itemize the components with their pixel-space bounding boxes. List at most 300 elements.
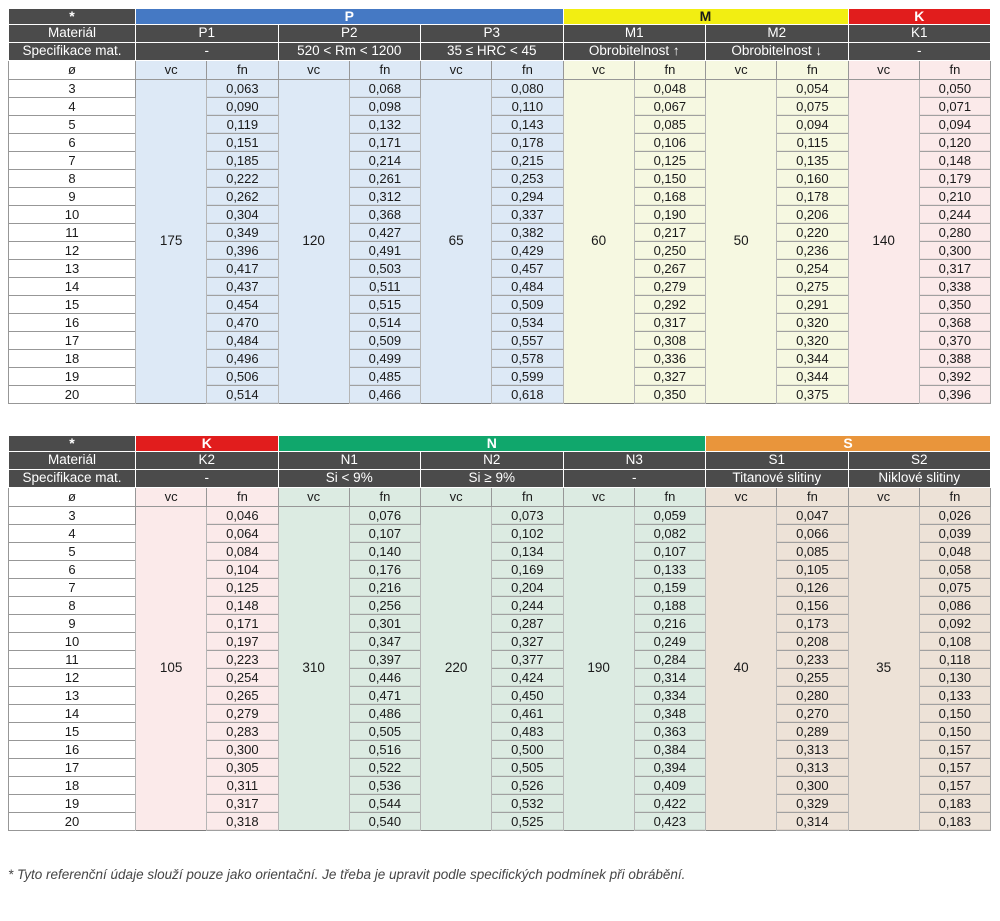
fn-value-K2: 0,300 [207,741,278,759]
fn-value-N3: 0,422 [634,795,705,813]
fn-value-N3: 0,107 [634,543,705,561]
column-header-row [9,488,991,507]
fn-value-S1: 0,313 [777,741,848,759]
diameter-value: 8 [9,597,136,615]
fn-value-M1: 0,067 [634,98,705,116]
fn-value-N3: 0,159 [634,579,705,597]
fn-value-M2: 0,094 [777,116,848,134]
fn-value-N3: 0,082 [634,525,705,543]
fn-value-N3: 0,334 [634,687,705,705]
fn-value-N1: 0,522 [349,759,420,777]
vc-column-header-S2: vc [848,488,919,507]
spec-P1: - [136,43,279,61]
fn-value-N3: 0,216 [634,615,705,633]
fn-value-K2: 0,064 [207,525,278,543]
fn-value-S2: 0,108 [919,633,990,651]
fn-value-S1: 0,173 [777,615,848,633]
fn-value-P1: 0,506 [207,368,278,386]
fn-column-header-N3: fn [634,488,705,507]
iso-group-header-M: M [563,9,848,25]
material-header-N3: N3 [563,452,706,470]
diameter-value: 18 [9,350,136,368]
spec-M1: Obrobitelnost ↑ [563,43,706,61]
fn-value-S2: 0,157 [919,759,990,777]
fn-value-S2: 0,130 [919,669,990,687]
vc-value-P1: 175 [136,80,207,404]
fn-column-header-P3: fn [492,61,563,80]
fn-value-N1: 0,347 [349,633,420,651]
fn-value-N1: 0,397 [349,651,420,669]
fn-value-M1: 0,327 [634,368,705,386]
iso-group-header-N: N [278,436,706,452]
vc-column-header-P1: vc [136,61,207,80]
vc-value-M1: 60 [563,80,634,404]
fn-value-N3: 0,249 [634,633,705,651]
fn-value-P1: 0,262 [207,188,278,206]
fn-value-K2: 0,171 [207,615,278,633]
diameter-value: 11 [9,224,136,242]
fn-column-header-K1: fn [919,61,990,80]
fn-value-S2: 0,026 [919,507,990,525]
fn-value-K1: 0,370 [919,332,990,350]
fn-value-N2: 0,287 [492,615,563,633]
vc-column-header-S1: vc [706,488,777,507]
fn-value-M1: 0,150 [634,170,705,188]
diameter-value: 20 [9,813,136,831]
fn-value-P2: 0,491 [349,242,420,260]
fn-value-P3: 0,618 [492,386,563,404]
group-band-row [9,9,991,25]
fn-value-N2: 0,483 [492,723,563,741]
fn-value-P2: 0,214 [349,152,420,170]
fn-value-P3: 0,429 [492,242,563,260]
fn-value-M2: 0,160 [777,170,848,188]
diameter-value: 19 [9,795,136,813]
fn-value-K2: 0,318 [207,813,278,831]
fn-value-N2: 0,525 [492,813,563,831]
fn-value-M2: 0,206 [777,206,848,224]
fn-value-P3: 0,110 [492,98,563,116]
fn-value-S2: 0,183 [919,795,990,813]
diameter-value: 3 [9,507,136,525]
fn-value-N2: 0,461 [492,705,563,723]
fn-column-header-N2: fn [492,488,563,507]
vc-column-header-P2: vc [278,61,349,80]
diameter-value: 9 [9,188,136,206]
fn-value-P2: 0,427 [349,224,420,242]
diameter-value: 14 [9,705,136,723]
fn-value-P3: 0,557 [492,332,563,350]
spec-N3: - [563,470,706,488]
diameter-value: 10 [9,206,136,224]
material-header-N2: N2 [421,452,564,470]
fn-value-K1: 0,210 [919,188,990,206]
fn-value-M1: 0,250 [634,242,705,260]
fn-value-P3: 0,253 [492,170,563,188]
fn-value-P3: 0,080 [492,80,563,98]
fn-value-S1: 0,255 [777,669,848,687]
diameter-value: 4 [9,98,136,116]
fn-value-M1: 0,292 [634,296,705,314]
fn-value-P2: 0,171 [349,134,420,152]
fn-value-K1: 0,317 [919,260,990,278]
fn-value-S2: 0,092 [919,615,990,633]
diameter-value: 18 [9,777,136,795]
diameter-value: 6 [9,134,136,152]
fn-value-K2: 0,125 [207,579,278,597]
spec-M2: Obrobitelnost ↓ [706,43,849,61]
fn-value-N2: 0,169 [492,561,563,579]
fn-value-K2: 0,265 [207,687,278,705]
spec-row-label: Specifikace mat. [9,470,136,488]
fn-value-N2: 0,244 [492,597,563,615]
fn-value-P2: 0,261 [349,170,420,188]
fn-value-P2: 0,503 [349,260,420,278]
fn-value-N2: 0,073 [492,507,563,525]
fn-value-N3: 0,423 [634,813,705,831]
vc-value-S1: 40 [706,507,777,831]
fn-value-M2: 0,236 [777,242,848,260]
fn-value-N1: 0,140 [349,543,420,561]
fn-value-P1: 0,063 [207,80,278,98]
material-header-M1: M1 [563,25,706,43]
fn-value-M1: 0,279 [634,278,705,296]
iso-group-header-S: S [706,436,991,452]
fn-value-M1: 0,125 [634,152,705,170]
fn-value-S1: 0,105 [777,561,848,579]
fn-value-K2: 0,254 [207,669,278,687]
fn-value-M1: 0,106 [634,134,705,152]
fn-value-P3: 0,599 [492,368,563,386]
fn-value-S2: 0,157 [919,741,990,759]
vc-column-header-M1: vc [563,61,634,80]
fn-value-K1: 0,179 [919,170,990,188]
diameter-value: 5 [9,116,136,134]
fn-column-header-S1: fn [777,488,848,507]
fn-value-N2: 0,204 [492,579,563,597]
fn-value-M2: 0,135 [777,152,848,170]
vc-value-K2: 105 [136,507,207,831]
fn-value-N3: 0,394 [634,759,705,777]
fn-column-header-P2: fn [349,61,420,80]
fn-value-N1: 0,446 [349,669,420,687]
diameter-value: 9 [9,615,136,633]
fn-value-P2: 0,514 [349,314,420,332]
fn-value-P3: 0,578 [492,350,563,368]
fn-value-M2: 0,344 [777,350,848,368]
fn-value-P2: 0,312 [349,188,420,206]
spec-N1: Si < 9% [278,470,421,488]
fn-value-K2: 0,305 [207,759,278,777]
fn-value-P3: 0,178 [492,134,563,152]
material-header-P2: P2 [278,25,421,43]
fn-value-N3: 0,284 [634,651,705,669]
fn-value-N3: 0,314 [634,669,705,687]
fn-value-K2: 0,311 [207,777,278,795]
vc-value-P2: 120 [278,80,349,404]
fn-value-P3: 0,457 [492,260,563,278]
fn-value-K1: 0,094 [919,116,990,134]
fn-value-N2: 0,424 [492,669,563,687]
fn-column-header-M2: fn [777,61,848,80]
vc-value-K1: 140 [848,80,919,404]
material-row-label: Materiál [9,25,136,43]
diameter-value: 6 [9,561,136,579]
fn-value-N3: 0,348 [634,705,705,723]
vc-column-header-P3: vc [421,61,492,80]
fn-value-N3: 0,188 [634,597,705,615]
vc-value-N1: 310 [278,507,349,831]
material-header-K2: K2 [136,452,279,470]
fn-value-P1: 0,470 [207,314,278,332]
fn-value-S2: 0,150 [919,705,990,723]
material-header-S2: S2 [848,452,991,470]
fn-value-K1: 0,392 [919,368,990,386]
fn-value-N2: 0,505 [492,759,563,777]
spec-S1: Titanové slitiny [706,470,849,488]
fn-value-P2: 0,068 [349,80,420,98]
diameter-value: 12 [9,242,136,260]
fn-value-N2: 0,500 [492,741,563,759]
fn-value-M2: 0,320 [777,332,848,350]
fn-value-P2: 0,132 [349,116,420,134]
vc-value-S2: 35 [848,507,919,831]
fn-value-S1: 0,126 [777,579,848,597]
fn-value-S2: 0,039 [919,525,990,543]
star-header-cell: * [9,436,136,452]
fn-value-P2: 0,499 [349,350,420,368]
fn-value-K1: 0,368 [919,314,990,332]
iso-group-header-P: P [136,9,564,25]
column-header-row [9,61,991,80]
diameter-value: 10 [9,633,136,651]
fn-value-P1: 0,484 [207,332,278,350]
fn-value-P1: 0,304 [207,206,278,224]
fn-value-P1: 0,222 [207,170,278,188]
fn-value-K1: 0,396 [919,386,990,404]
spec-K2: - [136,470,279,488]
fn-value-N2: 0,526 [492,777,563,795]
diameter-value: 20 [9,386,136,404]
star-header-cell: * [9,9,136,25]
fn-value-S1: 0,047 [777,507,848,525]
spec-row-label: Specifikace mat. [9,43,136,61]
fn-value-S2: 0,133 [919,687,990,705]
fn-value-M1: 0,217 [634,224,705,242]
group-band-row [9,436,991,452]
fn-value-N1: 0,471 [349,687,420,705]
diameter-value: 15 [9,296,136,314]
fn-value-N1: 0,486 [349,705,420,723]
fn-value-M1: 0,336 [634,350,705,368]
fn-value-M2: 0,375 [777,386,848,404]
fn-value-P3: 0,484 [492,278,563,296]
fn-value-S1: 0,085 [777,543,848,561]
iso-group-header-K: K [848,9,991,25]
fn-value-P1: 0,437 [207,278,278,296]
fn-value-P3: 0,143 [492,116,563,134]
fn-value-K2: 0,104 [207,561,278,579]
fn-value-P3: 0,382 [492,224,563,242]
vc-column-header-N1: vc [278,488,349,507]
fn-value-M2: 0,054 [777,80,848,98]
fn-value-M1: 0,317 [634,314,705,332]
diameter-value: 14 [9,278,136,296]
fn-value-P3: 0,337 [492,206,563,224]
vc-column-header-N2: vc [421,488,492,507]
fn-value-P1: 0,417 [207,260,278,278]
material-row [9,25,991,43]
material-header-M2: M2 [706,25,849,43]
fn-value-K1: 0,300 [919,242,990,260]
material-header-P3: P3 [421,25,564,43]
fn-value-M2: 0,115 [777,134,848,152]
diameter-value: 8 [9,170,136,188]
fn-value-N1: 0,516 [349,741,420,759]
fn-value-P1: 0,349 [207,224,278,242]
fn-value-M1: 0,190 [634,206,705,224]
diameter-value: 17 [9,332,136,350]
fn-value-K2: 0,084 [207,543,278,561]
fn-value-P2: 0,515 [349,296,420,314]
fn-value-N2: 0,327 [492,633,563,651]
fn-value-S2: 0,118 [919,651,990,669]
fn-value-N3: 0,133 [634,561,705,579]
fn-value-K1: 0,050 [919,80,990,98]
fn-column-header-P1: fn [207,61,278,80]
fn-value-P1: 0,496 [207,350,278,368]
fn-value-M2: 0,178 [777,188,848,206]
fn-column-header-K2: fn [207,488,278,507]
fn-value-K1: 0,071 [919,98,990,116]
fn-value-M2: 0,291 [777,296,848,314]
cutting-data-table-top [8,8,991,404]
fn-value-S1: 0,280 [777,687,848,705]
fn-value-N1: 0,076 [349,507,420,525]
diameter-column-header: ø [9,61,136,80]
fn-value-S1: 0,208 [777,633,848,651]
vc-value-M2: 50 [706,80,777,404]
fn-value-P1: 0,396 [207,242,278,260]
fn-value-S2: 0,058 [919,561,990,579]
fn-value-P3: 0,215 [492,152,563,170]
fn-value-K1: 0,148 [919,152,990,170]
fn-value-S1: 0,156 [777,597,848,615]
fn-value-P1: 0,090 [207,98,278,116]
fn-value-K1: 0,388 [919,350,990,368]
fn-value-P2: 0,466 [349,386,420,404]
fn-value-N2: 0,532 [492,795,563,813]
fn-value-S1: 0,066 [777,525,848,543]
fn-value-K1: 0,280 [919,224,990,242]
fn-value-S2: 0,150 [919,723,990,741]
material-row [9,452,991,470]
vc-column-header-N3: vc [563,488,634,507]
fn-column-header-N1: fn [349,488,420,507]
diameter-value: 19 [9,368,136,386]
fn-value-N1: 0,107 [349,525,420,543]
fn-value-K1: 0,350 [919,296,990,314]
fn-value-S1: 0,313 [777,759,848,777]
fn-value-P1: 0,454 [207,296,278,314]
fn-value-S2: 0,157 [919,777,990,795]
fn-value-S1: 0,270 [777,705,848,723]
fn-value-M2: 0,220 [777,224,848,242]
fn-value-P2: 0,509 [349,332,420,350]
spec-row [9,43,991,61]
fn-value-M2: 0,075 [777,98,848,116]
fn-value-N1: 0,540 [349,813,420,831]
fn-value-P3: 0,294 [492,188,563,206]
diameter-value: 5 [9,543,136,561]
table-row [9,507,991,525]
fn-value-M1: 0,350 [634,386,705,404]
fn-value-N2: 0,102 [492,525,563,543]
diameter-column-header: ø [9,488,136,507]
material-header-S1: S1 [706,452,849,470]
fn-value-P1: 0,119 [207,116,278,134]
diameter-value: 13 [9,260,136,278]
diameter-value: 16 [9,314,136,332]
spec-K1: - [848,43,991,61]
spec-S2: Niklové slitiny [848,470,991,488]
fn-value-N1: 0,176 [349,561,420,579]
fn-column-header-S2: fn [919,488,990,507]
diameter-value: 4 [9,525,136,543]
fn-value-K2: 0,283 [207,723,278,741]
fn-value-N3: 0,059 [634,507,705,525]
fn-value-N1: 0,301 [349,615,420,633]
fn-value-M1: 0,085 [634,116,705,134]
fn-column-header-M1: fn [634,61,705,80]
diameter-value: 11 [9,651,136,669]
cutting-data-table-bottom [8,435,991,831]
fn-value-S1: 0,233 [777,651,848,669]
vc-column-header-K1: vc [848,61,919,80]
fn-value-K1: 0,244 [919,206,990,224]
fn-value-N2: 0,134 [492,543,563,561]
fn-value-P1: 0,151 [207,134,278,152]
diameter-value: 15 [9,723,136,741]
fn-value-S1: 0,329 [777,795,848,813]
table-row [9,80,991,98]
spec-P2: 520 < Rm < 1200 [278,43,421,61]
spec-P3: 35 ≤ HRC < 45 [421,43,564,61]
fn-value-S1: 0,300 [777,777,848,795]
fn-value-M1: 0,048 [634,80,705,98]
fn-value-P2: 0,485 [349,368,420,386]
diameter-value: 13 [9,687,136,705]
vc-value-N3: 190 [563,507,634,831]
fn-value-P3: 0,534 [492,314,563,332]
fn-value-S2: 0,048 [919,543,990,561]
fn-value-S2: 0,075 [919,579,990,597]
fn-value-M2: 0,320 [777,314,848,332]
diameter-value: 17 [9,759,136,777]
fn-value-S1: 0,314 [777,813,848,831]
diameter-value: 12 [9,669,136,687]
fn-value-K2: 0,279 [207,705,278,723]
diameter-value: 7 [9,579,136,597]
fn-value-N3: 0,409 [634,777,705,795]
fn-value-S2: 0,086 [919,597,990,615]
fn-value-S1: 0,289 [777,723,848,741]
fn-value-M2: 0,254 [777,260,848,278]
fn-value-M2: 0,275 [777,278,848,296]
fn-value-P2: 0,511 [349,278,420,296]
material-header-K1: K1 [848,25,991,43]
fn-value-N2: 0,377 [492,651,563,669]
